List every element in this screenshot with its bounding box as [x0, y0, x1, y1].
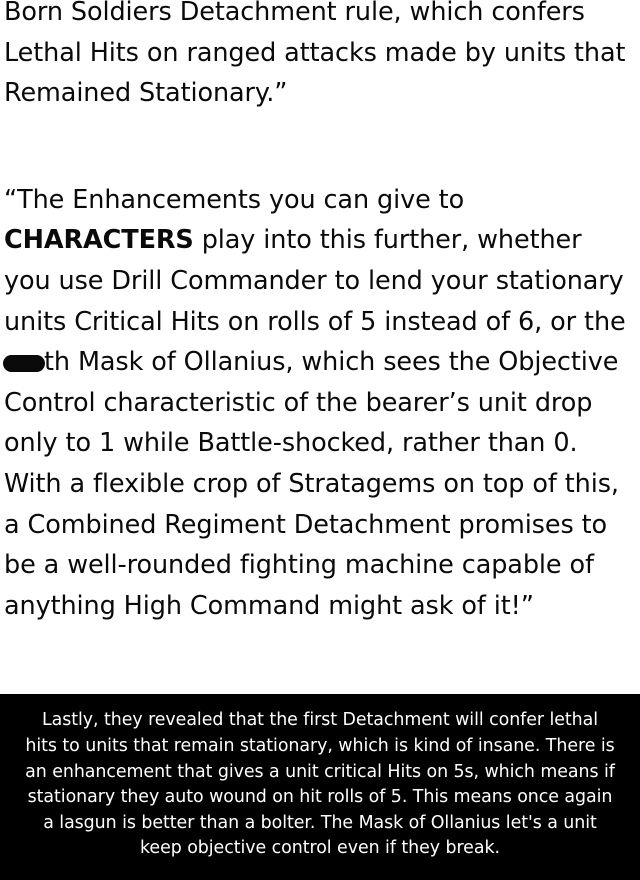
- paragraph-one-text: Born Soldiers Detachment rule, which confers Lethal Hits on ranged attacks made by units that Remained Stationary.”: [4, 0, 626, 109]
- characters-keyword: CHARACTERS: [4, 225, 194, 256]
- paragraph-two-tail-text: th Mask of Ollanius, which sees the Objective Control characteristic of the bearer’s unit drop only to 1 while Battle-shocked, rather than 0. With a flexible crop of Stratagems on top of this, a Combined Regiment Detachment promises to be a well-rounded fighting machine capable of anything High Command might ask of it!”: [4, 347, 619, 621]
- paragraph-two-lead-text: “The Enhancements you can give to: [4, 184, 465, 215]
- paragraph-two-middle-text: play into this further, whether you use Drill Commander to lend your stationary units Critical Hits on rolls of 5 instead of 6, or the: [4, 225, 626, 337]
- caption-bar: [0, 694, 640, 880]
- caption-text: Lastly, they revealed that the first Detachment will confer lethal hits to units that remain stationary, which is kind of insane. There is an enhancement that gives a unit critical Hits on 5s, which means if stationary they auto wound on hit rolls of 5. This means once again a lasgun is better than a bolter. The Mask of Ollanius let's a unit keep objective control even if they break.: [25, 710, 615, 859]
- paragraph-one: [4, 0, 636, 114]
- redaction-bar-icon: [3, 355, 45, 372]
- paragraph-two: [4, 180, 636, 627]
